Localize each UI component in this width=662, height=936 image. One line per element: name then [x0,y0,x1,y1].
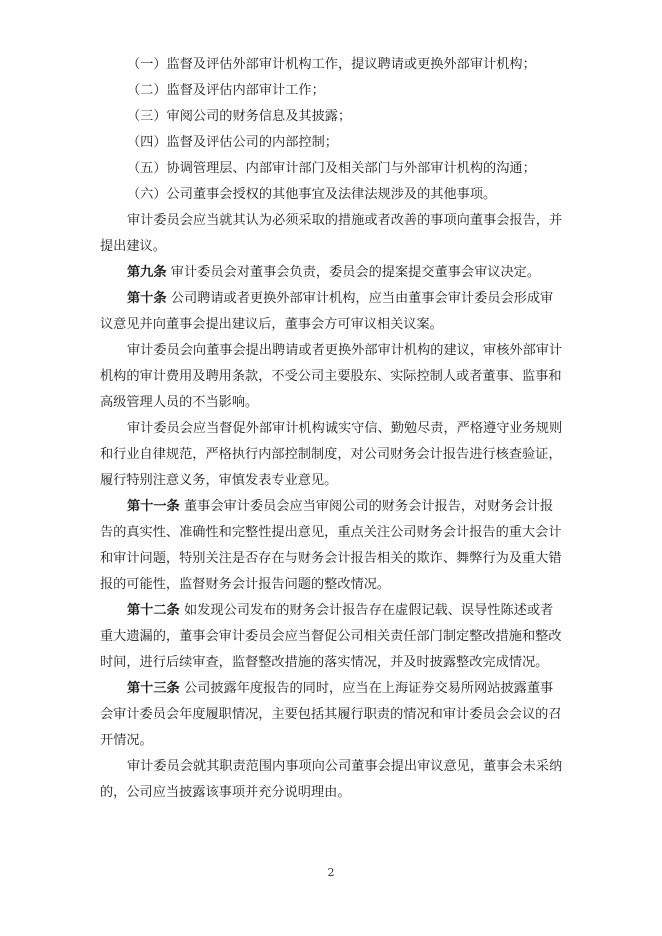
article-10-p2-line-3: 高级管理人员的不当影响。 [100,395,259,410]
article-9-title: 第九条 [127,265,167,280]
report-paragraph-line-2: 提出建议。 [100,239,166,254]
report-paragraph-line-1: 审计委员会应当就其认为必须采取的措施或者改善的事项向董事会报告，并 [127,213,563,228]
article-12-line-2: 重大遗漏的，董事会审计委员会应当督促公司相关责任部门制定整改措施和整改 [100,629,562,644]
article-11-text-1: 董事会审计委员会应当审阅公司的财务会计报告，对财务会计报 [183,499,554,514]
article-11-line-3: 和审计问题，特别关注是否存在与财务会计报告相关的欺诈、舞弊行为及重大错 [100,551,562,566]
article-10-title: 第十条 [127,291,167,306]
article-9-text: 审计委员会对董事会负责，委员会的提案提交董事会审议决定。 [170,265,541,280]
list-item-4: （四）监督及评估公司的内部控制； [127,135,338,150]
article-12-line-3: 时间，进行后续审查，监督整改措施的落实情况，并及时披露整改完成情况。 [100,655,549,670]
list-item-1: （一）监督及评估外部审计机构工作，提议聘请或更换外部审计机构； [127,57,536,72]
article-12-text-1: 如发现公司发布的财务会计报告存在虚假记载、误导性陈述或者 [183,603,554,618]
list-item-3: （三）审阅公司的财务信息及其披露； [127,109,352,124]
article-13-title: 第十三条 [127,681,180,696]
article-13-text-1: 公司披露年度报告的同时，应当在上海证券交易所网站披露董事 [183,681,554,696]
article-11 [127,499,553,515]
article-10-text-1: 公司聘请或者更换外部审计机构，应当由董事会审计委员会形成审 [170,291,554,306]
article-10-p3-line-2: 和行业自律规范，严格执行内部控制制度，对公司财务会计报告进行核查验证， [100,447,562,462]
article-11-line-2: 告的真实性、准确性和完整性提出意见，重点关注公司财务会计报告的重大会计 [100,525,562,540]
article-13-p2-line-1: 审计委员会就其职责范围内事项向公司董事会提出审议意见，董事会未采纳 [127,759,563,774]
article-12-title: 第十二条 [127,603,180,618]
article-11-title: 第十一条 [127,499,180,514]
page-number: 2 [327,866,335,879]
article-12 [127,603,553,619]
list-item-6: （六）公司董事会授权的其他事宜及法律法规涉及的其他事项。 [127,187,497,202]
article-10-p2-line-2: 机构的审计费用及聘用条款，不受公司主要股东、实际控制人或者董事、监事和 [100,369,562,384]
article-9 [127,265,540,281]
article-11-line-4: 报的可能性，监督财务会计报告问题的整改情况。 [100,577,391,592]
article-13-p2-line-2: 的，公司应当披露该事项并充分说明理由。 [100,785,351,800]
article-10-line-2: 议意见并向董事会提出建议后，董事会方可审议相关议案。 [100,317,443,332]
article-13 [127,681,553,697]
article-10-p3-line-3: 履行特别注意义务，审慎发表专业意见。 [100,473,338,488]
article-13-line-2: 会审计委员会年度履职情况，主要包括其履行职责的情况和审计委员会会议的召 [100,707,562,722]
article-10-p2-line-1: 审计委员会向董事会提出聘请或者更换外部审计机构的建议，审核外部审计 [127,343,563,358]
list-item-2: （二）监督及评估内部审计工作； [127,83,325,98]
article-10-p3-line-1: 审计委员会应当督促外部审计机构诚实守信、勤勉尽责，严格遵守业务规则 [127,421,563,436]
article-10 [127,291,553,307]
list-item-5: （五）协调管理层、内部审计部门及相关部门与外部审计机构的沟通； [127,161,536,176]
article-13-line-3: 开情况。 [100,733,153,748]
